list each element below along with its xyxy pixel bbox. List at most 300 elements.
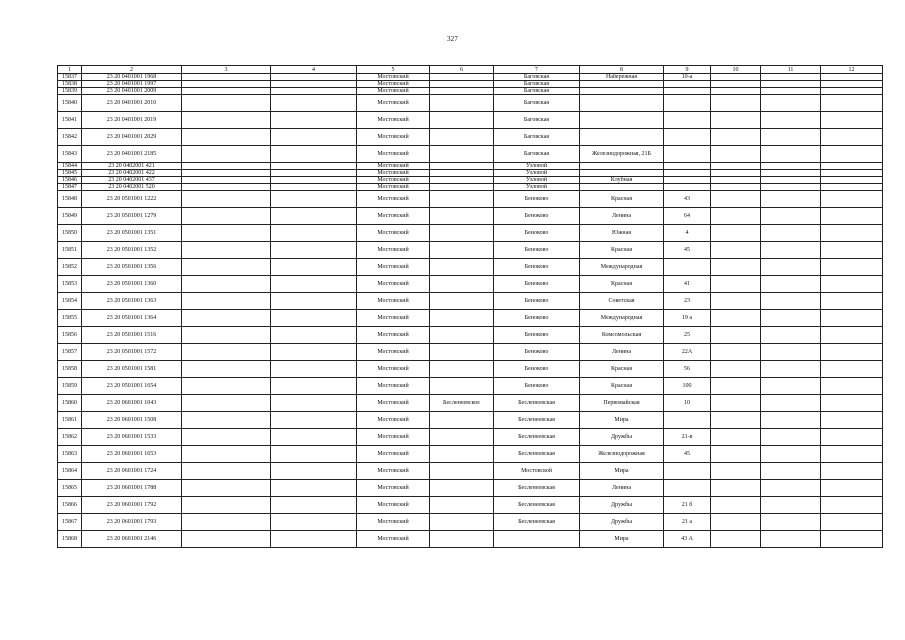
cell-12	[821, 446, 883, 463]
cadastral-number-cell: 23 20 0401001 2010	[82, 95, 182, 112]
cell-12	[821, 170, 883, 177]
cell-3	[182, 344, 271, 361]
row-number-cell: 15853	[58, 276, 82, 293]
cell-4	[271, 95, 357, 112]
row-number-cell: 15842	[58, 129, 82, 146]
cell-12	[821, 259, 883, 276]
cadastral-number-cell: 23 20 0501001 1364	[82, 310, 182, 327]
table-body	[58, 74, 883, 548]
cell-3	[182, 112, 271, 129]
cell-12	[821, 74, 883, 81]
street-cell	[580, 95, 664, 112]
cell-11	[761, 276, 821, 293]
cadastral-number-cell: 23 20 0501001 1572	[82, 344, 182, 361]
cell-4	[271, 310, 357, 327]
cell-3	[182, 225, 271, 242]
cell-3	[182, 497, 271, 514]
cell-4	[271, 170, 357, 177]
cadastral-number-cell: 23 20 0402001 421	[82, 163, 182, 170]
table-row	[58, 429, 883, 446]
cell-4	[271, 480, 357, 497]
cadastral-number-cell: 23 20 0501001 1352	[82, 242, 182, 259]
settlement-cell	[430, 191, 494, 208]
locality-cell: Бесленеевская	[494, 412, 580, 429]
settlement-cell	[430, 497, 494, 514]
settlement-cell	[430, 74, 494, 81]
cell-3	[182, 208, 271, 225]
district-cell: Мостовский	[357, 497, 430, 514]
street-cell: Первомайская	[580, 395, 664, 412]
cell-10	[711, 88, 761, 95]
cell-3	[182, 327, 271, 344]
house-cell: 64	[664, 208, 711, 225]
locality-cell: Баговская	[494, 74, 580, 81]
row-number-cell: 15840	[58, 95, 82, 112]
table-row	[58, 361, 883, 378]
cell-11	[761, 129, 821, 146]
locality-cell: Бесленеевская	[494, 514, 580, 531]
district-cell: Мостовский	[357, 395, 430, 412]
cell-10	[711, 112, 761, 129]
column-header: 7	[494, 66, 580, 74]
cell-12	[821, 95, 883, 112]
cell-10	[711, 95, 761, 112]
house-cell	[664, 163, 711, 170]
settlement-cell	[430, 95, 494, 112]
cell-11	[761, 177, 821, 184]
table-row	[58, 208, 883, 225]
cell-11	[761, 480, 821, 497]
column-header: 9	[664, 66, 711, 74]
cell-12	[821, 191, 883, 208]
column-header: 12	[821, 66, 883, 74]
cell-3	[182, 412, 271, 429]
settlement-cell	[430, 378, 494, 395]
district-cell: Мостовский	[357, 112, 430, 129]
table-row	[58, 170, 883, 177]
cell-11	[761, 95, 821, 112]
cadastral-number-cell: 23 20 0601001 1533	[82, 429, 182, 446]
settlement-cell: Бесленеевское	[430, 395, 494, 412]
cell-10	[711, 531, 761, 548]
cell-12	[821, 184, 883, 191]
cell-3	[182, 88, 271, 95]
table-row	[58, 163, 883, 170]
row-number-cell: 15851	[58, 242, 82, 259]
cell-3	[182, 395, 271, 412]
row-number-cell: 15849	[58, 208, 82, 225]
table-row	[58, 310, 883, 327]
cell-3	[182, 514, 271, 531]
column-number-header-row	[58, 66, 883, 74]
house-cell	[664, 112, 711, 129]
house-cell: 43	[664, 191, 711, 208]
district-cell: Мостовский	[357, 293, 430, 310]
column-header: 1	[58, 66, 82, 74]
column-header: 11	[761, 66, 821, 74]
cell-11	[761, 412, 821, 429]
table-row	[58, 395, 883, 412]
cell-10	[711, 170, 761, 177]
cell-10	[711, 344, 761, 361]
settlement-cell	[430, 225, 494, 242]
table-row	[58, 81, 883, 88]
street-cell: Ленина	[580, 208, 664, 225]
table-row	[58, 184, 883, 191]
table-row	[58, 378, 883, 395]
row-number-cell: 15864	[58, 463, 82, 480]
row-number-cell: 15868	[58, 531, 82, 548]
table-row	[58, 225, 883, 242]
settlement-cell	[430, 88, 494, 95]
district-cell: Мостовский	[357, 446, 430, 463]
settlement-cell	[430, 81, 494, 88]
cell-12	[821, 129, 883, 146]
house-cell	[664, 480, 711, 497]
registry-table	[57, 65, 883, 548]
locality-cell: Бесленеевская	[494, 480, 580, 497]
street-cell: Мира	[580, 463, 664, 480]
settlement-cell	[430, 344, 494, 361]
house-cell	[664, 129, 711, 146]
locality-cell: Беноково	[494, 242, 580, 259]
locality-cell: Баговская	[494, 146, 580, 163]
cell-4	[271, 463, 357, 480]
cell-4	[271, 177, 357, 184]
settlement-cell	[430, 412, 494, 429]
locality-cell: Баговская	[494, 112, 580, 129]
cell-4	[271, 129, 357, 146]
cell-10	[711, 480, 761, 497]
locality-cell: Узловой	[494, 177, 580, 184]
district-cell: Мостовский	[357, 531, 430, 548]
street-cell: Дружбы	[580, 429, 664, 446]
locality-cell: Баговская	[494, 129, 580, 146]
district-cell: Мостовский	[357, 170, 430, 177]
row-number-cell: 15839	[58, 88, 82, 95]
street-cell: Клубная	[580, 177, 664, 184]
cadastral-number-cell: 23 20 0501001 1516	[82, 327, 182, 344]
cell-11	[761, 208, 821, 225]
cell-3	[182, 177, 271, 184]
cell-12	[821, 293, 883, 310]
cadastral-number-cell: 23 20 0401001 1968	[82, 74, 182, 81]
locality-cell: Баговская	[494, 81, 580, 88]
table-row	[58, 344, 883, 361]
cadastral-number-cell: 23 20 0601001 1724	[82, 463, 182, 480]
row-number-cell: 15847	[58, 184, 82, 191]
cell-3	[182, 81, 271, 88]
house-cell: 45	[664, 242, 711, 259]
cell-10	[711, 242, 761, 259]
cadastral-number-cell: 23 20 0601001 1653	[82, 446, 182, 463]
house-cell	[664, 412, 711, 429]
cadastral-number-cell: 23 20 0401001 2019	[82, 112, 182, 129]
settlement-cell	[430, 446, 494, 463]
cell-10	[711, 146, 761, 163]
settlement-cell	[430, 163, 494, 170]
street-cell: Красная	[580, 361, 664, 378]
cell-4	[271, 497, 357, 514]
row-number-cell: 15854	[58, 293, 82, 310]
cell-4	[271, 327, 357, 344]
settlement-cell	[430, 242, 494, 259]
district-cell: Мостовский	[357, 463, 430, 480]
row-number-cell: 15867	[58, 514, 82, 531]
cell-3	[182, 378, 271, 395]
cell-10	[711, 378, 761, 395]
cell-4	[271, 429, 357, 446]
cell-3	[182, 146, 271, 163]
cell-4	[271, 531, 357, 548]
cell-10	[711, 497, 761, 514]
column-header: 2	[82, 66, 182, 74]
cell-12	[821, 463, 883, 480]
column-header: 6	[430, 66, 494, 74]
cadastral-number-cell: 23 20 0601001 1792	[82, 497, 182, 514]
district-cell: Мостовский	[357, 327, 430, 344]
cell-10	[711, 208, 761, 225]
settlement-cell	[430, 259, 494, 276]
cell-3	[182, 293, 271, 310]
house-cell	[664, 88, 711, 95]
street-cell: Красная	[580, 378, 664, 395]
cell-12	[821, 378, 883, 395]
house-cell: 10	[664, 395, 711, 412]
cell-11	[761, 514, 821, 531]
cell-11	[761, 361, 821, 378]
cell-11	[761, 191, 821, 208]
cell-11	[761, 344, 821, 361]
row-number-cell: 15865	[58, 480, 82, 497]
cadastral-number-cell: 23 20 0501001 1222	[82, 191, 182, 208]
settlement-cell	[430, 361, 494, 378]
cell-4	[271, 208, 357, 225]
cell-11	[761, 531, 821, 548]
cadastral-number-cell: 23 20 0501001 1279	[82, 208, 182, 225]
cell-10	[711, 276, 761, 293]
column-header: 5	[357, 66, 430, 74]
cell-12	[821, 497, 883, 514]
cadastral-number-cell: 23 20 0401001 2029	[82, 129, 182, 146]
street-cell: Железнодорожная, 21Б	[580, 146, 664, 163]
locality-cell: Узловой	[494, 184, 580, 191]
settlement-cell	[430, 276, 494, 293]
cell-10	[711, 395, 761, 412]
street-cell: Комсомольская	[580, 327, 664, 344]
cadastral-number-cell: 23 20 0501001 1654	[82, 378, 182, 395]
cadastral-number-cell: 23 20 0601001 2146	[82, 531, 182, 548]
cell-12	[821, 531, 883, 548]
column-header: 10	[711, 66, 761, 74]
row-number-cell: 15859	[58, 378, 82, 395]
house-cell: 22А	[664, 344, 711, 361]
column-header: 4	[271, 66, 357, 74]
house-cell	[664, 170, 711, 177]
house-cell	[664, 463, 711, 480]
cell-3	[182, 95, 271, 112]
cell-11	[761, 310, 821, 327]
house-cell: 41	[664, 276, 711, 293]
row-number-cell: 15837	[58, 74, 82, 81]
district-cell: Мостовский	[357, 276, 430, 293]
table-row	[58, 497, 883, 514]
locality-cell: Мостовской	[494, 463, 580, 480]
cell-10	[711, 225, 761, 242]
settlement-cell	[430, 177, 494, 184]
locality-cell: Беноково	[494, 310, 580, 327]
cell-10	[711, 184, 761, 191]
street-cell: Мира	[580, 412, 664, 429]
street-cell: Красная	[580, 276, 664, 293]
settlement-cell	[430, 170, 494, 177]
cell-12	[821, 146, 883, 163]
row-number-cell: 15838	[58, 81, 82, 88]
house-cell: 100	[664, 378, 711, 395]
row-number-cell: 15841	[58, 112, 82, 129]
district-cell: Мостовский	[357, 88, 430, 95]
cell-12	[821, 514, 883, 531]
row-number-cell: 15858	[58, 361, 82, 378]
cell-10	[711, 446, 761, 463]
cell-4	[271, 395, 357, 412]
street-cell: Международная	[580, 259, 664, 276]
cell-4	[271, 344, 357, 361]
cell-4	[271, 361, 357, 378]
cell-3	[182, 310, 271, 327]
cell-4	[271, 242, 357, 259]
row-number-cell: 15855	[58, 310, 82, 327]
district-cell: Мостовский	[357, 146, 430, 163]
cell-10	[711, 177, 761, 184]
cell-12	[821, 344, 883, 361]
locality-cell: Беноково	[494, 225, 580, 242]
cell-3	[182, 184, 271, 191]
cell-10	[711, 310, 761, 327]
table-row	[58, 446, 883, 463]
table-row	[58, 480, 883, 497]
cell-4	[271, 74, 357, 81]
cell-4	[271, 146, 357, 163]
cell-4	[271, 276, 357, 293]
district-cell: Мостовский	[357, 514, 430, 531]
cadastral-number-cell: 23 20 0501001 1581	[82, 361, 182, 378]
street-cell: Мира	[580, 531, 664, 548]
district-cell: Мостовский	[357, 74, 430, 81]
row-number-cell: 15861	[58, 412, 82, 429]
house-cell: 19 а	[664, 310, 711, 327]
house-cell	[664, 81, 711, 88]
cell-12	[821, 225, 883, 242]
table-row	[58, 95, 883, 112]
cell-10	[711, 463, 761, 480]
locality-cell: Беноково	[494, 293, 580, 310]
house-cell: 45	[664, 446, 711, 463]
row-number-cell: 15852	[58, 259, 82, 276]
locality-cell: Бесленеевская	[494, 395, 580, 412]
cell-4	[271, 225, 357, 242]
district-cell: Мостовский	[357, 259, 430, 276]
cell-4	[271, 293, 357, 310]
street-cell: Дружбы	[580, 497, 664, 514]
settlement-cell	[430, 327, 494, 344]
locality-cell: Бесленеевская	[494, 446, 580, 463]
row-number-cell: 15857	[58, 344, 82, 361]
cell-11	[761, 225, 821, 242]
cadastral-number-cell: 23 20 0401001 2009	[82, 88, 182, 95]
row-number-cell: 15844	[58, 163, 82, 170]
house-cell: 56	[664, 361, 711, 378]
street-cell: Красная	[580, 191, 664, 208]
cadastral-number-cell: 23 20 0402001 520	[82, 184, 182, 191]
table-row	[58, 112, 883, 129]
table-row	[58, 412, 883, 429]
house-cell	[664, 95, 711, 112]
cell-3	[182, 531, 271, 548]
table-row	[58, 259, 883, 276]
district-cell: Мостовский	[357, 95, 430, 112]
cell-4	[271, 184, 357, 191]
settlement-cell	[430, 310, 494, 327]
row-number-cell: 15843	[58, 146, 82, 163]
cell-10	[711, 361, 761, 378]
cell-11	[761, 112, 821, 129]
locality-cell: Беноково	[494, 327, 580, 344]
cadastral-number-cell: 23 20 0501001 1356	[82, 259, 182, 276]
settlement-cell	[430, 463, 494, 480]
page-number: 327	[446, 35, 459, 43]
district-cell: Мостовский	[357, 191, 430, 208]
house-cell: 43 А	[664, 531, 711, 548]
cell-4	[271, 191, 357, 208]
district-cell: Мостовский	[357, 163, 430, 170]
cell-12	[821, 395, 883, 412]
cell-3	[182, 276, 271, 293]
table-row	[58, 531, 883, 548]
cell-10	[711, 514, 761, 531]
cell-4	[271, 378, 357, 395]
settlement-cell	[430, 146, 494, 163]
district-cell: Мостовский	[357, 184, 430, 191]
settlement-cell	[430, 208, 494, 225]
cell-3	[182, 74, 271, 81]
cell-11	[761, 327, 821, 344]
district-cell: Мостовский	[357, 480, 430, 497]
cell-3	[182, 242, 271, 259]
street-cell: Железнодорожная	[580, 446, 664, 463]
cell-3	[182, 361, 271, 378]
street-cell	[580, 184, 664, 191]
street-cell: Ленина	[580, 344, 664, 361]
house-cell	[664, 177, 711, 184]
settlement-cell	[430, 429, 494, 446]
cell-11	[761, 395, 821, 412]
table-row	[58, 74, 883, 81]
table-row	[58, 191, 883, 208]
settlement-cell	[430, 129, 494, 146]
cell-11	[761, 170, 821, 177]
column-header: 8	[580, 66, 664, 74]
cell-10	[711, 129, 761, 146]
cell-12	[821, 81, 883, 88]
cadastral-number-cell: 23 20 0402001 422	[82, 170, 182, 177]
row-number-cell: 15850	[58, 225, 82, 242]
cell-11	[761, 163, 821, 170]
cell-12	[821, 177, 883, 184]
cell-3	[182, 170, 271, 177]
table-row	[58, 514, 883, 531]
cadastral-number-cell: 23 20 0601001 1043	[82, 395, 182, 412]
